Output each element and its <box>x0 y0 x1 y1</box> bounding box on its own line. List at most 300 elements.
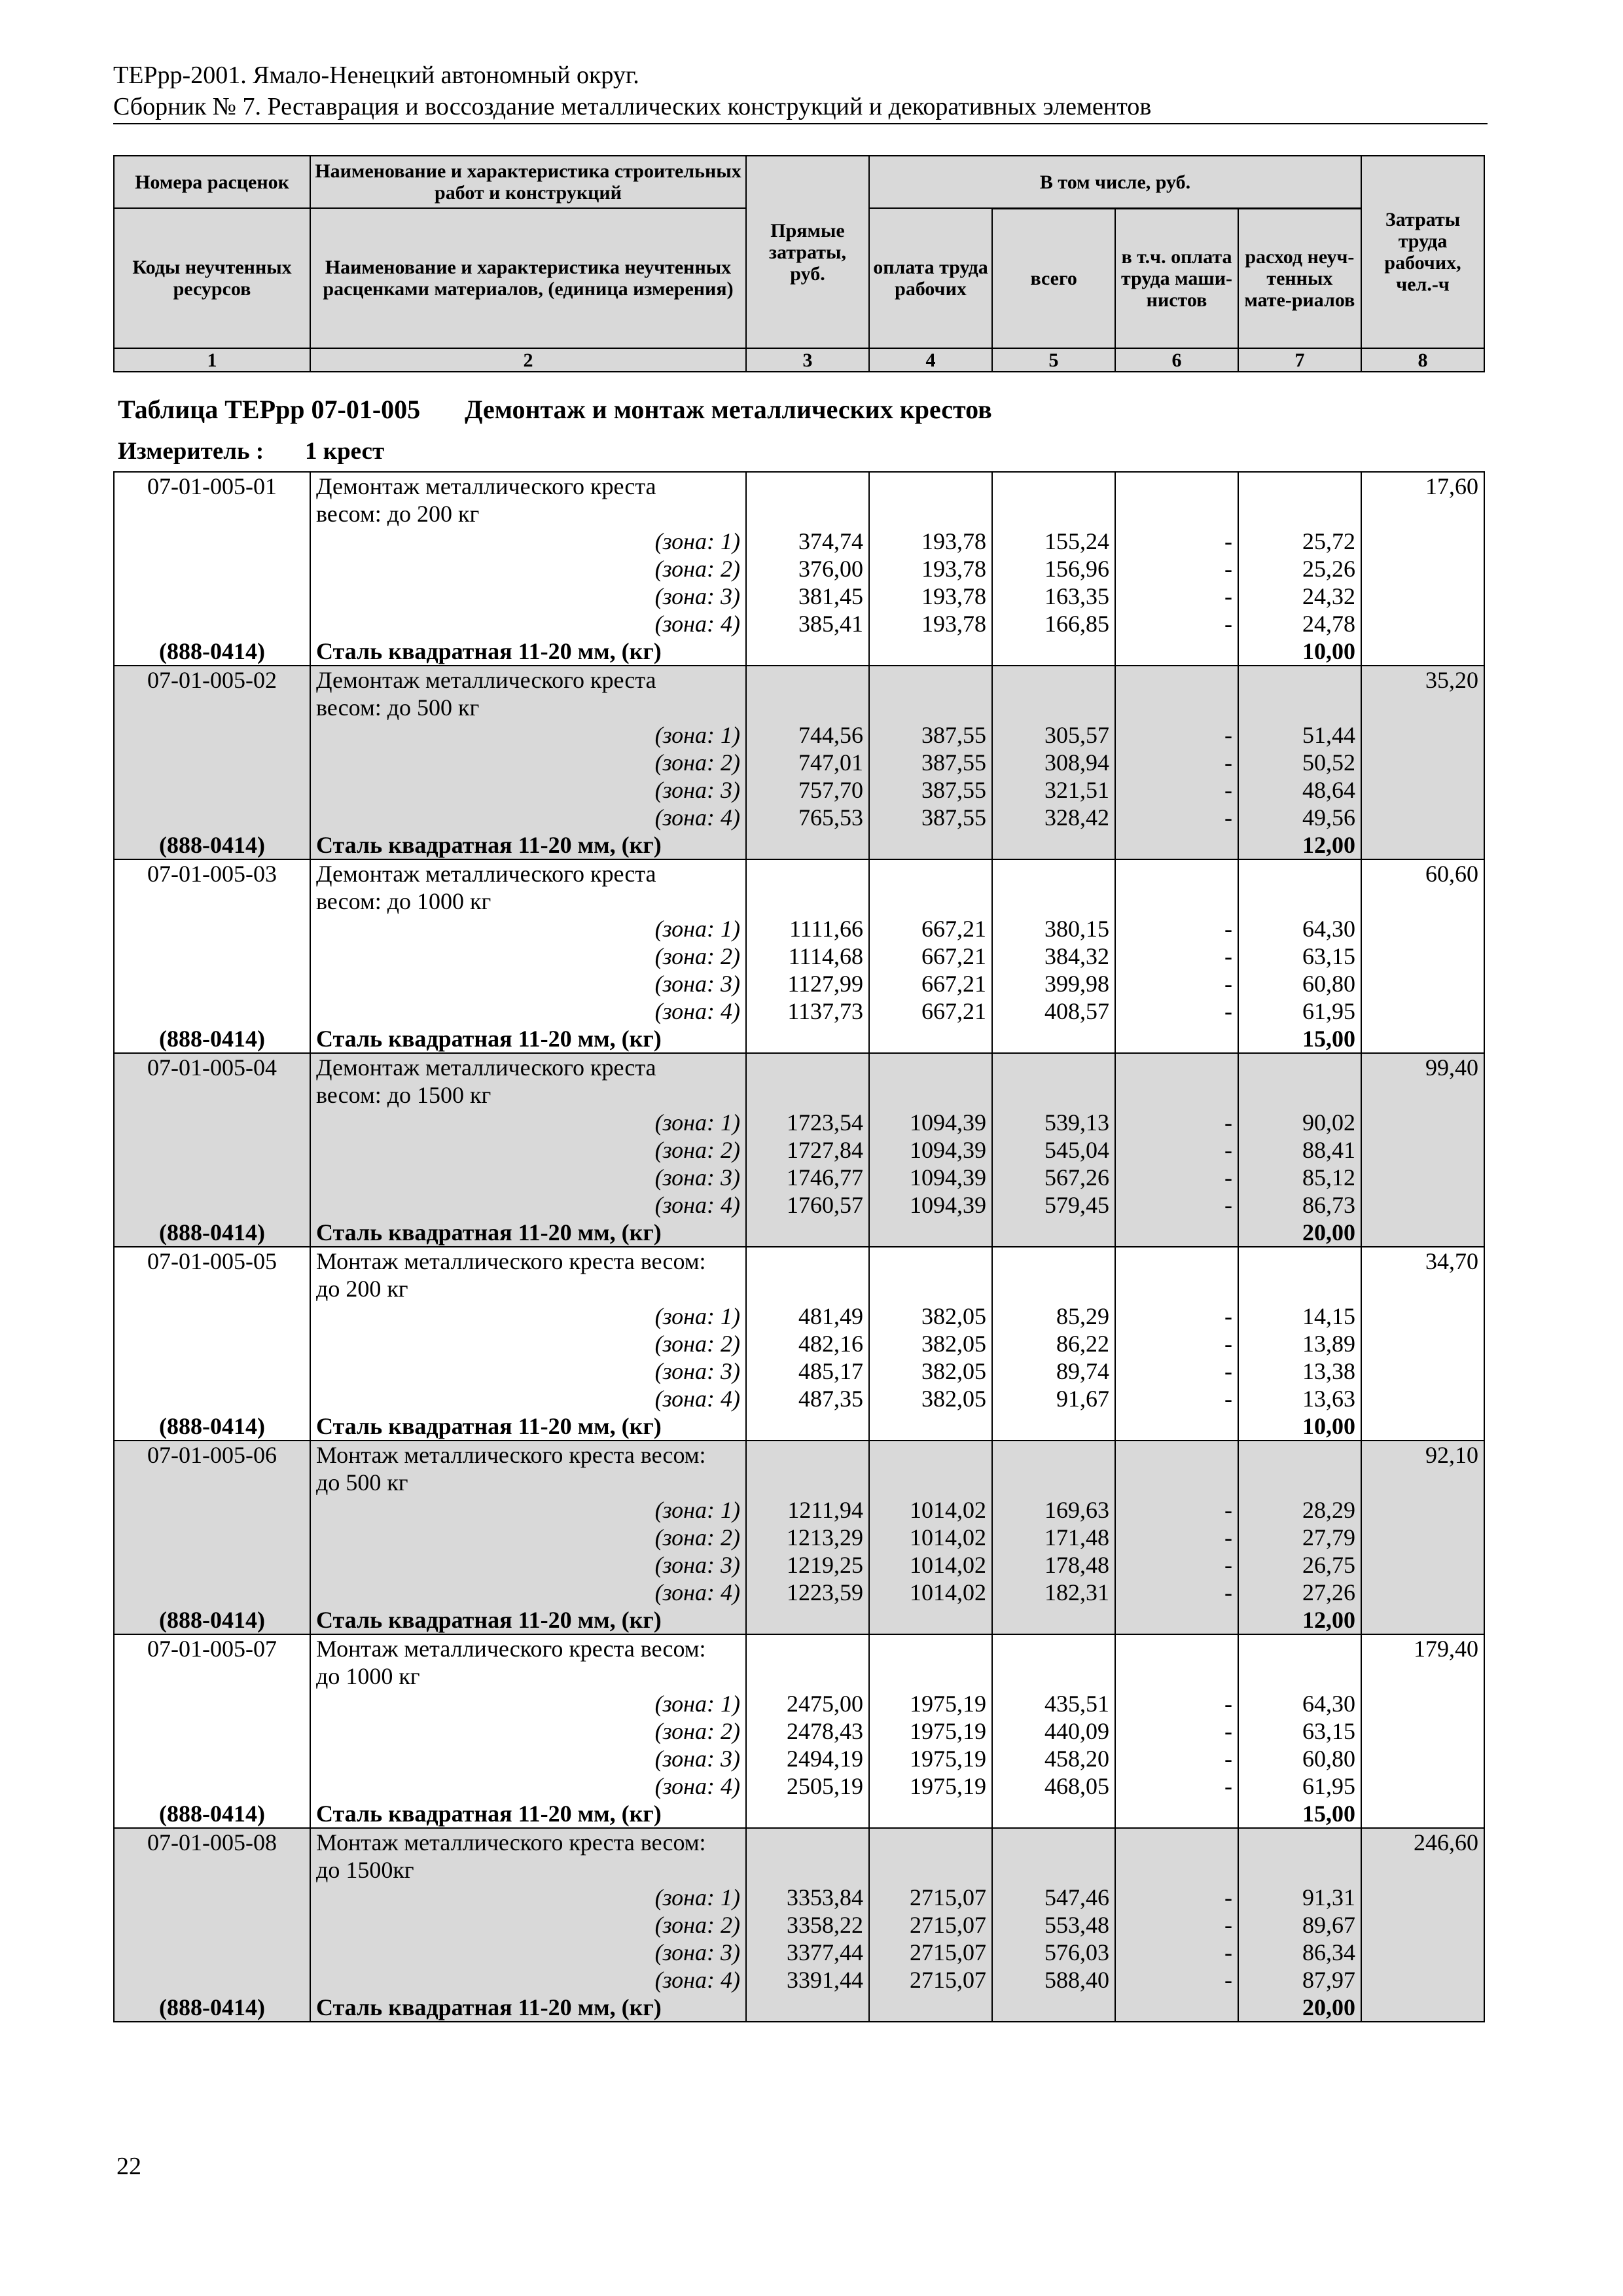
direct-cost: 2494,19 <box>746 1745 869 1772</box>
col-number: 6 <box>1115 348 1238 372</box>
cell-empty <box>746 694 869 721</box>
zone-label: (зона: 2) <box>310 942 746 970</box>
machinist-pay: - <box>1115 776 1238 804</box>
machinist-pay: - <box>1115 1385 1238 1412</box>
cell-empty <box>1361 1109 1484 1136</box>
labor-cost: 99,40 <box>1361 1053 1484 1081</box>
rate-name-line: весом: до 1500 кг <box>310 1081 746 1109</box>
labor-pay: 1014,02 <box>869 1524 992 1551</box>
cell-empty <box>114 1385 310 1412</box>
materials-cost: 51,44 <box>1238 721 1361 749</box>
hdr-unaccounted-materials: расход неуч-тенных мате-риалов <box>1238 209 1361 348</box>
labor-pay: 387,55 <box>869 721 992 749</box>
resource-name: Сталь квадратная 11-20 мм, (кг) <box>310 637 746 666</box>
measure-value: 1 крест <box>305 438 385 465</box>
labor-pay: 2715,07 <box>869 1884 992 1911</box>
cell-empty <box>1115 1247 1238 1275</box>
rate-name-line: весом: до 200 кг <box>310 500 746 528</box>
cell-empty <box>992 1025 1115 1053</box>
zone-label: (зона: 4) <box>310 1579 746 1606</box>
cell-empty <box>114 1469 310 1496</box>
table-subrow <box>114 1219 1484 1247</box>
direct-cost: 2475,00 <box>746 1690 869 1717</box>
machinist-pay: - <box>1115 721 1238 749</box>
labor-pay: 667,21 <box>869 915 992 942</box>
machines-total: 468,05 <box>992 1772 1115 1800</box>
cell-empty <box>1361 1717 1484 1745</box>
cell-empty <box>114 555 310 583</box>
machinist-pay: - <box>1115 555 1238 583</box>
table-subrow <box>114 1302 1484 1330</box>
resource-quantity: 12,00 <box>1238 831 1361 859</box>
labor-pay: 382,05 <box>869 1330 992 1357</box>
table-subrow <box>114 997 1484 1025</box>
hdr-direct-costs: Прямые затраты, руб. <box>746 156 869 348</box>
machinist-pay: - <box>1115 1357 1238 1385</box>
labor-pay: 2715,07 <box>869 1966 992 1994</box>
zone-label: (зона: 2) <box>310 749 746 776</box>
zone-label: (зона: 3) <box>310 1357 746 1385</box>
materials-cost: 13,38 <box>1238 1357 1361 1385</box>
resource-name: Сталь квадратная 11-20 мм, (кг) <box>310 1994 746 2022</box>
cell-empty <box>746 1634 869 1662</box>
materials-cost: 28,29 <box>1238 1496 1361 1524</box>
hdr-material-names: Наименование и характеристика неучтенных расценками материалов, (единица измерения) <box>310 208 746 348</box>
rate-code: 07-01-005-07 <box>114 1634 310 1662</box>
labor-pay: 382,05 <box>869 1302 992 1330</box>
table-subrow <box>114 1717 1484 1745</box>
cell-empty <box>1115 500 1238 528</box>
machines-total: 178,48 <box>992 1551 1115 1579</box>
rate-name-line: Демонтаж металлического креста <box>310 859 746 888</box>
resource-quantity: 15,00 <box>1238 1800 1361 1828</box>
direct-cost: 3377,44 <box>746 1939 869 1966</box>
cell-empty <box>114 721 310 749</box>
labor-pay: 1975,19 <box>869 1717 992 1745</box>
cell-empty <box>114 500 310 528</box>
table-subrow <box>114 1606 1484 1634</box>
table-subrow <box>114 970 1484 997</box>
cell-empty <box>1361 1800 1484 1828</box>
labor-pay: 193,78 <box>869 583 992 610</box>
materials-cost: 91,31 <box>1238 1884 1361 1911</box>
labor-pay: 667,21 <box>869 997 992 1025</box>
materials-cost: 24,32 <box>1238 583 1361 610</box>
cell-empty <box>869 694 992 721</box>
table-subrow <box>114 1800 1484 1828</box>
table-row <box>114 666 1484 694</box>
table-subrow <box>114 942 1484 970</box>
resource-code: (888-0414) <box>114 1025 310 1053</box>
labor-pay: 193,78 <box>869 610 992 637</box>
machines-total: 91,67 <box>992 1385 1115 1412</box>
machines-total: 567,26 <box>992 1164 1115 1191</box>
cell-empty <box>114 1164 310 1191</box>
cell-empty <box>1115 1025 1238 1053</box>
table-subrow <box>114 1966 1484 1994</box>
cell-empty <box>1238 1081 1361 1109</box>
cell-empty <box>1115 637 1238 666</box>
cell-empty <box>1361 1579 1484 1606</box>
materials-cost: 60,80 <box>1238 1745 1361 1772</box>
machinist-pay: - <box>1115 1524 1238 1551</box>
hdr-labor-costs: Затраты труда рабочих, чел.-ч <box>1361 156 1484 348</box>
cell-empty <box>869 1856 992 1884</box>
cell-empty <box>992 1800 1115 1828</box>
cell-empty <box>746 1994 869 2022</box>
cell-empty <box>992 1053 1115 1081</box>
cell-empty <box>869 888 992 915</box>
machinist-pay: - <box>1115 1745 1238 1772</box>
table-row <box>114 1441 1484 1469</box>
cell-empty <box>746 888 869 915</box>
cell-empty <box>992 500 1115 528</box>
machines-total: 435,51 <box>992 1690 1115 1717</box>
zone-label: (зона: 1) <box>310 528 746 555</box>
machines-total: 86,22 <box>992 1330 1115 1357</box>
cell-empty <box>992 472 1115 500</box>
cell-empty <box>114 888 310 915</box>
hdr-rate-numbers: Номера расценок <box>114 156 310 208</box>
table-subrow <box>114 721 1484 749</box>
cell-empty <box>992 1081 1115 1109</box>
rate-name-line: Монтаж металлического креста весом: <box>310 1441 746 1469</box>
zone-label: (зона: 2) <box>310 555 746 583</box>
labor-pay: 2715,07 <box>869 1939 992 1966</box>
table-row <box>114 1634 1484 1662</box>
cell-empty <box>1361 1302 1484 1330</box>
cell-empty <box>1361 1745 1484 1772</box>
cell-empty <box>992 1275 1115 1302</box>
resource-code: (888-0414) <box>114 1412 310 1441</box>
machines-total: 458,20 <box>992 1745 1115 1772</box>
machines-total: 308,94 <box>992 749 1115 776</box>
table-subrow <box>114 1524 1484 1551</box>
materials-cost: 64,30 <box>1238 915 1361 942</box>
cell-empty <box>114 694 310 721</box>
rate-code: 07-01-005-05 <box>114 1247 310 1275</box>
resource-quantity: 20,00 <box>1238 1994 1361 2022</box>
machinist-pay: - <box>1115 1966 1238 1994</box>
cell-empty <box>1238 1634 1361 1662</box>
materials-cost: 85,12 <box>1238 1164 1361 1191</box>
table-subrow <box>114 583 1484 610</box>
direct-cost: 1213,29 <box>746 1524 869 1551</box>
table-row <box>114 1828 1484 1856</box>
zone-label: (зона: 4) <box>310 1966 746 1994</box>
cell-empty <box>992 1219 1115 1247</box>
machinist-pay: - <box>1115 1109 1238 1136</box>
direct-cost: 1746,77 <box>746 1164 869 1191</box>
cell-empty <box>746 1606 869 1634</box>
labor-pay: 387,55 <box>869 749 992 776</box>
cell-empty <box>114 1330 310 1357</box>
resource-code: (888-0414) <box>114 831 310 859</box>
labor-pay: 1094,39 <box>869 1164 992 1191</box>
cell-empty <box>114 1496 310 1524</box>
cell-empty <box>746 1856 869 1884</box>
cell-empty <box>869 472 992 500</box>
cell-empty <box>114 997 310 1025</box>
rate-name-line: Монтаж металлического креста весом: <box>310 1634 746 1662</box>
direct-cost: 385,41 <box>746 610 869 637</box>
labor-cost: 35,20 <box>1361 666 1484 694</box>
cell-empty <box>1238 694 1361 721</box>
cell-empty <box>1361 1412 1484 1441</box>
table-subrow <box>114 555 1484 583</box>
machinist-pay: - <box>1115 583 1238 610</box>
materials-cost: 25,72 <box>1238 528 1361 555</box>
table-subrow <box>114 1109 1484 1136</box>
labor-pay: 1094,39 <box>869 1109 992 1136</box>
cell-empty <box>1361 776 1484 804</box>
cell-empty <box>869 831 992 859</box>
cell-empty <box>746 1275 869 1302</box>
cell-empty <box>1115 1856 1238 1884</box>
resource-name: Сталь квадратная 11-20 мм, (кг) <box>310 1219 746 1247</box>
zone-label: (зона: 3) <box>310 583 746 610</box>
zone-label: (зона: 4) <box>310 1385 746 1412</box>
cell-empty <box>1361 1551 1484 1579</box>
materials-cost: 48,64 <box>1238 776 1361 804</box>
cell-empty <box>1361 1662 1484 1690</box>
zone-label: (зона: 2) <box>310 1911 746 1939</box>
cell-empty <box>869 1275 992 1302</box>
machines-total: 169,63 <box>992 1496 1115 1524</box>
machinist-pay: - <box>1115 1496 1238 1524</box>
labor-pay: 1014,02 <box>869 1496 992 1524</box>
materials-cost: 49,56 <box>1238 804 1361 831</box>
cell-empty <box>1361 1275 1484 1302</box>
machines-total: 380,15 <box>992 915 1115 942</box>
table-subrow <box>114 1745 1484 1772</box>
cell-empty <box>1115 888 1238 915</box>
table-subrow <box>114 749 1484 776</box>
direct-cost: 481,49 <box>746 1302 869 1330</box>
materials-cost: 90,02 <box>1238 1109 1361 1136</box>
table-subrow <box>114 1164 1484 1191</box>
resource-name: Сталь квадратная 11-20 мм, (кг) <box>310 1800 746 1828</box>
cell-empty <box>114 1966 310 1994</box>
direct-cost: 1137,73 <box>746 997 869 1025</box>
labor-pay: 382,05 <box>869 1385 992 1412</box>
cell-empty <box>1115 472 1238 500</box>
machines-total: 171,48 <box>992 1524 1115 1551</box>
machines-total: 547,46 <box>992 1884 1115 1911</box>
cell-empty <box>746 1800 869 1828</box>
cell-empty <box>114 776 310 804</box>
hdr-total: всего <box>993 209 1115 348</box>
machinist-pay: - <box>1115 1579 1238 1606</box>
cell-empty <box>114 583 310 610</box>
cell-empty <box>1361 997 1484 1025</box>
labor-pay: 1094,39 <box>869 1136 992 1164</box>
table-subrow <box>114 1884 1484 1911</box>
machinist-pay: - <box>1115 1302 1238 1330</box>
machinist-pay: - <box>1115 997 1238 1025</box>
cell-empty <box>746 1662 869 1690</box>
cell-empty <box>1361 1357 1484 1385</box>
cell-empty <box>114 1579 310 1606</box>
table-subrow <box>114 1025 1484 1053</box>
cell-empty <box>869 859 992 888</box>
machines-total: 305,57 <box>992 721 1115 749</box>
machinist-pay: - <box>1115 1191 1238 1219</box>
rate-name-line: Монтаж металлического креста весом: <box>310 1828 746 1856</box>
machinist-pay: - <box>1115 1911 1238 1939</box>
direct-cost: 485,17 <box>746 1357 869 1385</box>
machines-total: 384,32 <box>992 942 1115 970</box>
table-subrow <box>114 776 1484 804</box>
cell-empty <box>1361 1469 1484 1496</box>
cell-empty <box>992 1441 1115 1469</box>
direct-cost: 1211,94 <box>746 1496 869 1524</box>
zone-label: (зона: 3) <box>310 1551 746 1579</box>
cell-empty <box>746 1412 869 1441</box>
machines-total: 166,85 <box>992 610 1115 637</box>
zone-label: (зона: 1) <box>310 1690 746 1717</box>
rate-name-line: Демонтаж металлического креста <box>310 1053 746 1081</box>
cell-empty <box>746 472 869 500</box>
table-subrow <box>114 528 1484 555</box>
materials-cost: 24,78 <box>1238 610 1361 637</box>
cell-empty <box>869 1828 992 1856</box>
cell-empty <box>746 831 869 859</box>
direct-cost: 3391,44 <box>746 1966 869 1994</box>
table-subrow <box>114 1662 1484 1690</box>
rate-name-line: весом: до 1000 кг <box>310 888 746 915</box>
cell-empty <box>114 1772 310 1800</box>
cell-empty <box>746 1441 869 1469</box>
rate-name-line: весом: до 500 кг <box>310 694 746 721</box>
cell-empty <box>869 1662 992 1690</box>
table-subrow <box>114 804 1484 831</box>
cell-empty <box>1361 1081 1484 1109</box>
table-subrow <box>114 1772 1484 1800</box>
cell-empty <box>1238 888 1361 915</box>
table-subrow <box>114 915 1484 942</box>
table-subrow <box>114 1994 1484 2022</box>
col-number: 7 <box>1238 348 1361 372</box>
cell-empty <box>992 1662 1115 1690</box>
zone-label: (зона: 3) <box>310 1164 746 1191</box>
direct-cost: 2478,43 <box>746 1717 869 1745</box>
table-subrow <box>114 1856 1484 1884</box>
resource-code: (888-0414) <box>114 1219 310 1247</box>
table-subrow <box>114 500 1484 528</box>
labor-pay: 1014,02 <box>869 1579 992 1606</box>
resource-name: Сталь квадратная 11-20 мм, (кг) <box>310 831 746 859</box>
cell-empty <box>1361 1994 1484 2022</box>
zone-label: (зона: 1) <box>310 1109 746 1136</box>
hdr-labor-pay: оплата труда рабочих <box>869 208 992 348</box>
materials-cost: 88,41 <box>1238 1136 1361 1164</box>
labor-pay: 1014,02 <box>869 1551 992 1579</box>
resource-name: Сталь квадратная 11-20 мм, (кг) <box>310 1025 746 1053</box>
direct-cost: 1223,59 <box>746 1579 869 1606</box>
labor-pay: 1975,19 <box>869 1745 992 1772</box>
cell-empty <box>746 1219 869 1247</box>
cell-empty <box>114 942 310 970</box>
table-subrow <box>114 1551 1484 1579</box>
cell-empty <box>1361 500 1484 528</box>
cell-empty <box>992 831 1115 859</box>
machinist-pay: - <box>1115 528 1238 555</box>
zone-label: (зона: 2) <box>310 1717 746 1745</box>
resource-quantity: 10,00 <box>1238 637 1361 666</box>
cell-empty <box>1361 1385 1484 1412</box>
cell-empty <box>114 1856 310 1884</box>
cell-empty <box>1238 500 1361 528</box>
table-title <box>118 394 992 425</box>
cell-empty <box>1361 528 1484 555</box>
cell-empty <box>869 1053 992 1081</box>
machinist-pay: - <box>1115 1772 1238 1800</box>
cell-empty <box>114 1551 310 1579</box>
zone-label: (зона: 4) <box>310 610 746 637</box>
zone-label: (зона: 1) <box>310 1884 746 1911</box>
zone-label: (зона: 4) <box>310 804 746 831</box>
table-row <box>114 472 1484 500</box>
cell-empty <box>1115 1275 1238 1302</box>
labor-cost: 179,40 <box>1361 1634 1484 1662</box>
table-subrow <box>114 1385 1484 1412</box>
cell-empty <box>114 528 310 555</box>
cell-empty <box>1361 555 1484 583</box>
cell-empty <box>869 1994 992 2022</box>
zone-label: (зона: 3) <box>310 1939 746 1966</box>
cell-empty <box>1115 1994 1238 2022</box>
rate-code: 07-01-005-04 <box>114 1053 310 1081</box>
resource-code: (888-0414) <box>114 1606 310 1634</box>
cell-empty <box>746 1053 869 1081</box>
cell-empty <box>869 1634 992 1662</box>
materials-cost: 61,95 <box>1238 997 1361 1025</box>
cell-empty <box>1361 970 1484 997</box>
cell-empty <box>1361 1136 1484 1164</box>
cell-empty <box>1361 942 1484 970</box>
rate-name-line: Демонтаж металлического креста <box>310 666 746 694</box>
cell-empty <box>114 1524 310 1551</box>
machines-total: 579,45 <box>992 1191 1115 1219</box>
direct-cost: 744,56 <box>746 721 869 749</box>
labor-pay: 387,55 <box>869 804 992 831</box>
cell-empty <box>1361 694 1484 721</box>
cell-empty <box>114 1884 310 1911</box>
resource-quantity: 12,00 <box>1238 1606 1361 1634</box>
materials-cost: 13,63 <box>1238 1385 1361 1412</box>
direct-cost: 374,74 <box>746 528 869 555</box>
cell-empty <box>1361 1939 1484 1966</box>
machinist-pay: - <box>1115 1939 1238 1966</box>
labor-cost: 246,60 <box>1361 1828 1484 1856</box>
cell-empty <box>1238 1275 1361 1302</box>
machines-total: 588,40 <box>992 1966 1115 1994</box>
cell-empty <box>114 1357 310 1385</box>
cell-empty <box>1238 1247 1361 1275</box>
direct-cost: 381,45 <box>746 583 869 610</box>
direct-cost: 1114,68 <box>746 942 869 970</box>
rate-code: 07-01-005-03 <box>114 859 310 888</box>
cell-empty <box>869 1441 992 1469</box>
machinist-pay: - <box>1115 1690 1238 1717</box>
table-subrow <box>114 1330 1484 1357</box>
table-subrow <box>114 1579 1484 1606</box>
zone-label: (зона: 4) <box>310 1191 746 1219</box>
hdr-machines-materials-block <box>992 208 1361 348</box>
cell-empty <box>1361 831 1484 859</box>
cell-empty <box>1361 1025 1484 1053</box>
